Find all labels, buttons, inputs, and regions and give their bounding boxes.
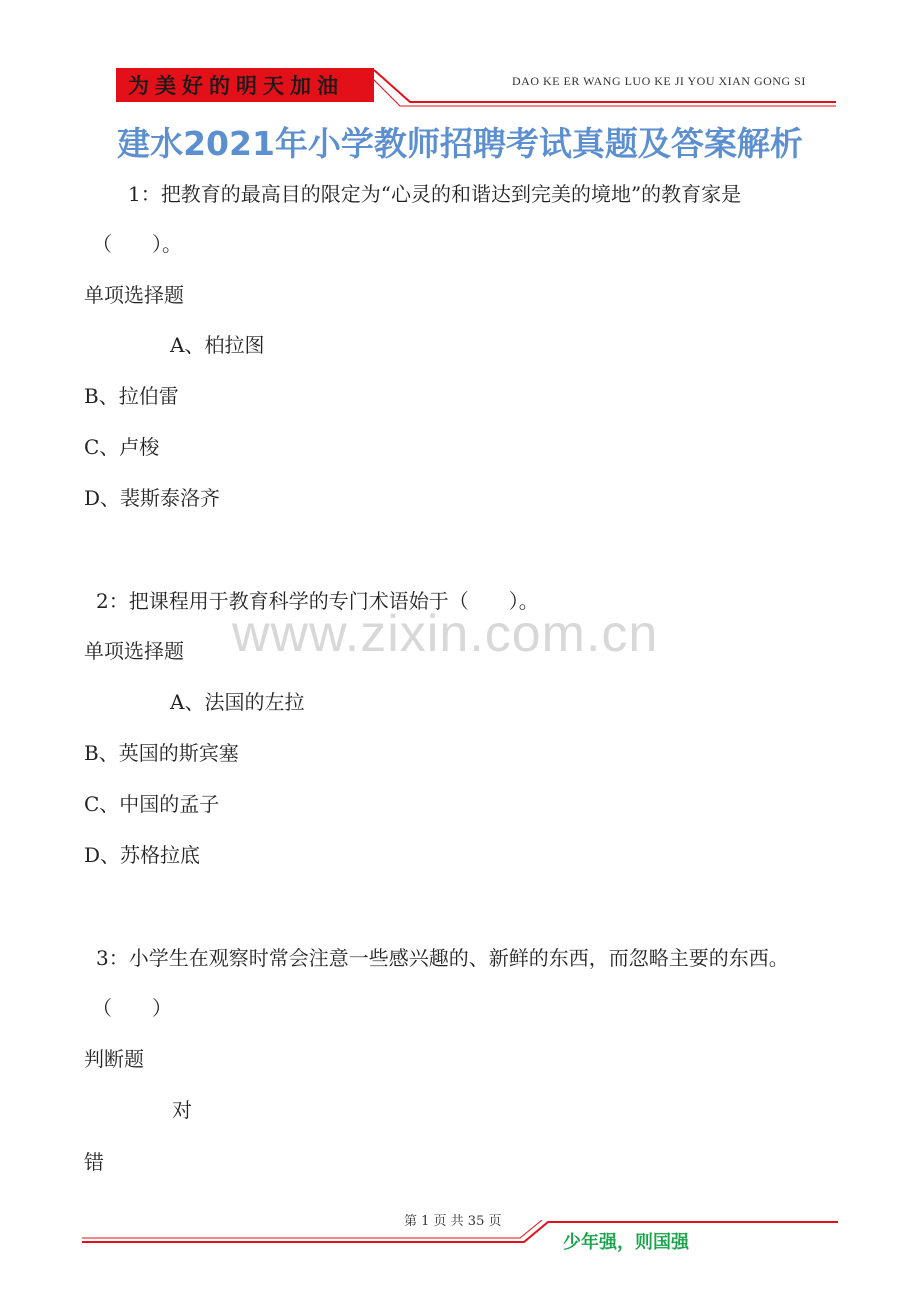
question-2-type: 单项选择题 [84, 639, 184, 663]
header-banner: 为美好的明天加油 [116, 70, 374, 102]
question-3-stem: 3：小学生在观察时常会注意一些感兴趣的、新鲜的东西，而忽略主要的东西。 [96, 946, 789, 970]
page-number: 第 1 页 共 35 页 [404, 1214, 502, 1229]
question-2-option-c: C、中国的孟子 [84, 792, 220, 816]
question-1-option-a: A、柏拉图 [170, 333, 265, 357]
question-1-blank: （ ）。 [92, 232, 182, 256]
question-1-option-d: D、裴斯泰洛齐 [84, 486, 221, 510]
question-2-stem: 2：把课程用于教育科学的专门术语始于（ ）。 [96, 589, 539, 613]
question-1-option-c: C、卢梭 [84, 435, 160, 459]
question-3-option-false: 错 [84, 1150, 104, 1174]
question-1-type: 单项选择题 [84, 283, 184, 307]
footer-rule-graphic [82, 1220, 838, 1246]
company-name: DAO KE ER WANG LUO KE JI YOU XIAN GONG SI [512, 74, 806, 88]
question-3-option-true: 对 [172, 1098, 192, 1122]
page-title: 建水2021年小学教师招聘考试真题及答案解析 [117, 124, 803, 163]
question-2-option-b: B、英国的斯宾塞 [84, 741, 239, 765]
header-rule-top [116, 68, 374, 70]
question-2-option-a: A、法国的左拉 [170, 690, 305, 714]
question-1-option-b: B、拉伯雷 [84, 384, 179, 408]
question-1-stem: 1：把教育的最高目的限定为“心灵的和谐达到完美的境地”的教育家是 [128, 182, 742, 206]
watermark: www.zixin.com.cn [232, 605, 659, 663]
footer-slogan: 少年强，则国强 [563, 1232, 689, 1253]
question-3-type: 判断题 [84, 1047, 144, 1071]
question-3-blank: （ ） [92, 996, 172, 1020]
question-2-option-d: D、苏格拉底 [84, 843, 201, 867]
